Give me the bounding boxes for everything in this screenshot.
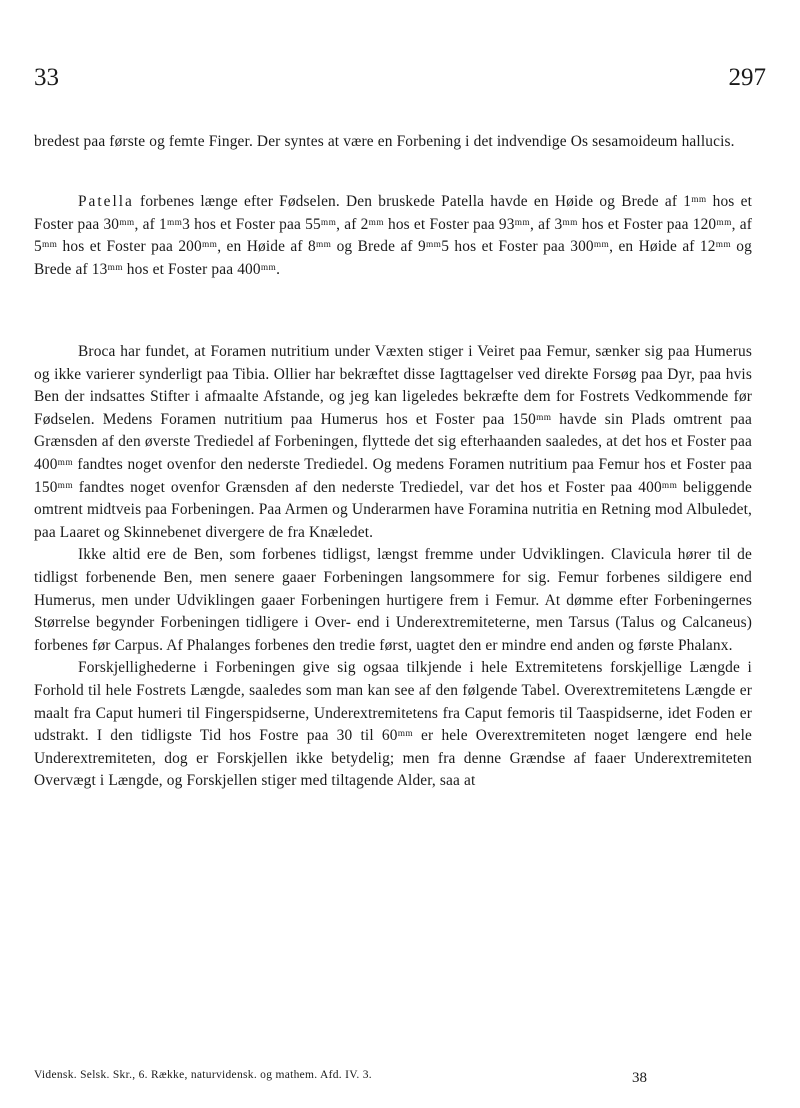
paragraph-lead-word: Patella	[78, 193, 134, 210]
page-number-right: 297	[728, 64, 766, 91]
paragraph-text: Forskjellighederne i Forbeningen give sig ogsaa tilkjende i hele Extremitetens forskjellige Længde i Forhold til hele Fostrets Længde, saaledes som man kan see af den følgende Tabel. Overextremitetens Længde er maalt fra Caput humeri til Fingerspidserne, Underextremitetens fra Caput femoris til Taaspidserne, idet Foden er udstrakt. I den tidligste Tid hos Fostre paa 30 til 60ᵐᵐ er hele Overextremiteten noget længere end hele Underextremiteten, dog er Forskjellen ikke betydelig; men fra denne Grændse af faaer Underextremiteten Overvægt i Længde, og Forskjellen stiger med tiltagende Alder, saa at	[34, 659, 752, 790]
page-number-left: 33	[34, 64, 59, 91]
paragraph-text: bredest paa første og femte Finger. Der syntes at være en Forbening i det indvendige Os sesamoideum hallucis.	[34, 133, 735, 150]
opening-paragraph	[34, 131, 752, 154]
paragraph-text: Broca har fundet, at Foramen nutritium under Væxten stiger i Veiret paa Femur, sænker sig paa Humerus og ikke varierer synderligt paa Tibia. Ollier har bekræftet disse Iagttagelser ved direkte Forsøg paa Dyr, paa hvis Ben der indsattes Stifter i afmaalte Afstande, og jeg kan ligeledes bekræfte dem for Fostrets Vedkommende før Fødselen. Medens Foramen nutritium paa Humerus hos et Foster paa 150ᵐᵐ havde sin Plads omtrent paa Grænsden af den øverste Trediedel af Forbeningen, flyttede det sig efterhaanden saaledes, at det hos et Foster paa 400ᵐᵐ fandtes noget ovenfor den nederste Trediedel. Og medens Foramen nutritium paa Femur hos et Foster paa 150ᵐᵐ fandtes noget ovenfor Grænsden af den nederste Trediedel, var det hos et Foster paa 400ᵐᵐ beliggende omtrent midtveis paa Forbeningen. Paa Armen og Underarmen have Foramina nutritia en Retning mod Albuledet, paa Laaret og Skinnebenet divergere de fra Knæledet.	[34, 343, 752, 541]
paragraph-body: forbenes længe efter Fødselen. Den bruskede Patella havde en Høide og Brede af 1ᵐᵐ hos et Foster paa 30ᵐᵐ, af 1ᵐᵐ3 hos et Foster paa 55ᵐᵐ, af 2ᵐᵐ hos et Foster paa 93ᵐᵐ, af 3ᵐᵐ hos et Foster paa 120ᵐᵐ, af 5ᵐᵐ hos et Foster paa 200ᵐᵐ, en Høide af 8ᵐᵐ og Brede af 9ᵐᵐ5 hos et Foster paa 300ᵐᵐ, en Høide af 12ᵐᵐ og Brede af 13ᵐᵐ hos et Foster paa 400ᵐᵐ.	[34, 193, 752, 278]
paragraph-text: Ikke altid ere de Ben, som forbenes tidligst, længst fremme under Udviklingen. Clavicula hører til de tidligst forbenende Ben, men senere gaaer Forbeningen langsommere for sig. Femur forbenes sildigere end Humerus, men under Udviklingen gaaer Forbeningen hurtigere frem i Femur. At dømme efter Forbeningernes Størrelse begynder Forbeningen tidligere i Over- end i Underextremiteterne, men Tarsus (Talus og Calcaneus) forbenes før Carpus. Af Phalanges forbenes den tredie først, uagtet den er mindre end anden og første Phalanx.	[34, 546, 752, 654]
patella-paragraph	[34, 191, 752, 281]
publication-footer: Vidensk. Selsk. Skr., 6. Række, naturvidensk. og mathem. Afd. IV. 3.	[34, 1069, 372, 1081]
signature-mark: 38	[632, 1070, 647, 1086]
foramen-section	[34, 341, 752, 793]
paragraph-text	[34, 191, 752, 281]
